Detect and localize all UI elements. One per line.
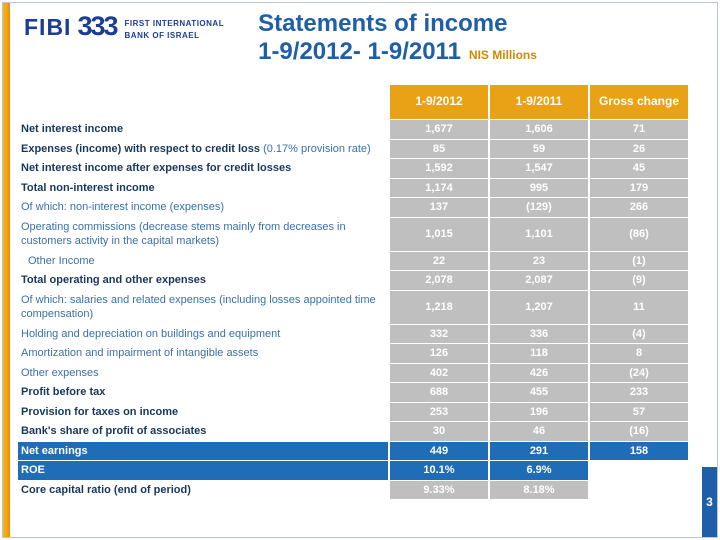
row-label: Expenses (income) with respect to credit loss (0.17% provision rate) [21, 142, 371, 155]
value-cell: 10.1% [390, 461, 488, 480]
value-cell: 1,207 [490, 291, 588, 324]
value-cell: 332 [390, 325, 488, 344]
fibi-logo-text: FIBI [24, 14, 72, 40]
table-row [18, 383, 688, 402]
row-label: Of which: non-interest income (expenses) [21, 201, 224, 214]
column-header: 1-9/2012 [390, 85, 488, 119]
table-row [18, 198, 688, 217]
bank-name [125, 18, 225, 42]
value-cell: 6.9% [490, 461, 588, 480]
value-cell: 118 [490, 344, 588, 363]
table-row [18, 159, 688, 178]
value-cell: 46 [490, 422, 588, 441]
income-table-body [18, 120, 688, 499]
value-cell: (16) [590, 422, 688, 441]
value-cell: 8 [590, 344, 688, 363]
value-cell [590, 481, 688, 500]
value-cell: 45 [590, 159, 688, 178]
value-cell: 336 [490, 325, 588, 344]
value-cell: 8.18% [490, 481, 588, 500]
table-row [18, 461, 688, 480]
value-cell: 233 [590, 383, 688, 402]
table-row [18, 218, 688, 251]
value-cell: 57 [590, 403, 688, 422]
page-number: 3 [706, 495, 713, 509]
value-cell: 1,218 [390, 291, 488, 324]
value-cell [590, 461, 688, 480]
value-cell: 2,078 [390, 271, 488, 290]
table-row [18, 422, 688, 441]
value-cell: 137 [390, 198, 488, 217]
income-table [16, 84, 690, 500]
row-label: Net interest income after expenses for credit losses [21, 162, 292, 175]
fibi-logo-mark: 333 [77, 11, 117, 41]
value-cell: 59 [490, 140, 588, 159]
table-row [18, 403, 688, 422]
title-line2 [258, 38, 537, 66]
title-unit: NIS Millions [468, 47, 537, 62]
value-cell: 688 [390, 383, 488, 402]
row-label: Amortization and impairment of intangible assets [21, 347, 259, 360]
value-cell: 85 [390, 140, 488, 159]
value-cell: (1) [590, 252, 688, 271]
table-row [18, 120, 688, 139]
bank-name-line2: BANK OF ISRAEL [124, 31, 200, 40]
value-cell: 266 [590, 198, 688, 217]
value-cell: (4) [590, 325, 688, 344]
value-cell: 253 [390, 403, 488, 422]
row-label: ROE [18, 461, 388, 480]
row-label: Profit before tax [21, 386, 106, 399]
table-row [18, 442, 688, 461]
value-cell: 2,087 [490, 271, 588, 290]
page-number-badge [702, 467, 717, 537]
bank-name-line1: FIRST INTERNATIONAL [124, 19, 225, 28]
table-row [18, 179, 688, 198]
value-cell: 9.33% [390, 481, 488, 500]
row-label-note: (0.17% provision rate) [260, 142, 371, 155]
value-cell: 1,677 [390, 120, 488, 139]
column-header: Gross change [590, 85, 688, 119]
table-row [18, 271, 688, 290]
row-label: Operating commissions (decrease stems mainly from decreases in customers activity in the capital markets) [21, 220, 346, 248]
value-cell: 995 [490, 179, 588, 198]
row-label: Other expenses [21, 366, 99, 379]
value-cell: 179 [590, 179, 688, 198]
fibi-logo [24, 10, 224, 42]
value-cell: 1,547 [490, 159, 588, 178]
value-cell: 11 [590, 291, 688, 324]
value-cell: 449 [390, 442, 488, 461]
column-header: 1-9/2011 [490, 85, 588, 119]
row-label: Total operating and other expenses [21, 274, 206, 287]
left-accent-stripe [3, 3, 10, 537]
row-label: Net interest income [21, 123, 124, 135]
value-cell: 1,015 [390, 218, 488, 251]
value-cell: 402 [390, 364, 488, 383]
table-row [18, 140, 688, 159]
value-cell: 22 [390, 252, 488, 271]
value-cell: 71 [590, 120, 688, 139]
value-cell: (24) [590, 364, 688, 383]
row-label: Of which: salaries and related expenses (including losses appointed time compensation) [21, 293, 376, 321]
value-cell: 30 [390, 422, 488, 441]
row-label: Other Income [28, 254, 95, 267]
value-cell: (129) [490, 198, 588, 217]
slide-title [258, 10, 537, 65]
table-row [18, 344, 688, 363]
row-label: Bank's share of profit of associates [21, 425, 207, 438]
value-cell: 196 [490, 403, 588, 422]
table-row [18, 291, 688, 324]
table-row [18, 481, 688, 500]
table-row [18, 325, 688, 344]
value-cell: 1,101 [490, 218, 588, 251]
value-cell: 26 [590, 140, 688, 159]
row-label: Net earnings [18, 442, 388, 461]
value-cell: 158 [590, 442, 688, 461]
value-cell: 426 [490, 364, 588, 383]
row-label: Holding and depreciation on buildings and equipment [21, 327, 281, 340]
title-period: 1-9/2012- 1-9/2011 [258, 37, 461, 65]
corner-header [18, 85, 388, 119]
table-row [18, 364, 688, 383]
title-line1: Statements of income [258, 10, 508, 37]
value-cell: 1,174 [390, 179, 488, 198]
income-table-head-row [18, 85, 688, 119]
value-cell: 1,592 [390, 159, 488, 178]
row-label: Total non-interest income [21, 181, 155, 194]
value-cell: (9) [590, 271, 688, 290]
value-cell: 126 [390, 344, 488, 363]
row-label: Provision for taxes on income [21, 405, 179, 418]
slide-header [24, 10, 700, 65]
value-cell: 455 [490, 383, 588, 402]
value-cell: 23 [490, 252, 588, 271]
value-cell: 1,606 [490, 120, 588, 139]
table-row [18, 252, 688, 271]
value-cell: (86) [590, 218, 688, 251]
value-cell: 291 [490, 442, 588, 461]
row-label: Core capital ratio (end of period) [21, 483, 191, 496]
